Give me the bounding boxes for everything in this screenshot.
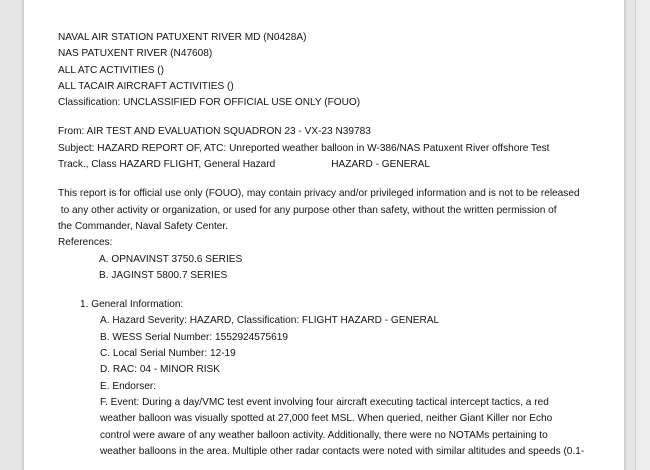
event-line: control were aware of any weather balloon activity. Additionally, there were no NOTAMs pertaining to: [100, 429, 548, 441]
spacer: [58, 111, 598, 124]
reference-item: B. JAGINST 5800.7 SERIES: [99, 269, 228, 281]
subject-line: Subject: HAZARD REPORT OF, ATC: Unreported weather balloon in W-386/NAS Patuxent River offshore Test: [58, 142, 550, 154]
subject-hazard-category: HAZARD - GENERAL: [331, 159, 430, 171]
section-heading: 1. General Information:: [80, 299, 184, 311]
general-information-section: [58, 297, 598, 460]
from-line: From: AIR TEST AND EVALUATION SQUADRON 23 - VX-23 N39783: [58, 126, 371, 138]
references-block: [58, 235, 598, 284]
classification-line: Classification: UNCLASSIFIED FOR OFFICIAL USE ONLY (FOUO): [58, 97, 361, 109]
addressee-block: [58, 30, 598, 111]
info-item-local-serial: C. Local Serial Number: 12-19: [100, 348, 236, 360]
info-item-endorser: E. Endorser:: [100, 380, 157, 392]
reference-item: A. OPNAVINST 3750.6 SERIES: [99, 253, 243, 265]
addressee-line: ALL ATC ACTIVITIES (): [58, 64, 165, 76]
scrollbar-track[interactable]: [635, 0, 650, 470]
subject-track-text: Track., Class HAZARD FLIGHT, General Hazard: [58, 159, 276, 171]
info-item-hazard-severity: A. Hazard Severity: HAZARD, Classification: FLIGHT HAZARD - GENERAL: [100, 315, 440, 327]
event-line: F. Event: During a day/VMC test event involving four aircraft executing tactical intercept tactics, a red: [100, 396, 549, 408]
notice-line: the Commander, Naval Safety Center.: [58, 220, 228, 232]
event-line: weather balloon was visually spotted at 27,000 feet MSL. When queried, neither Giant Killer nor Echo: [100, 413, 553, 425]
event-line: weather balloons in the area. Multiple other radar contacts were noted with similar altitudes and speeds (0.1-: [100, 445, 585, 457]
info-item-rac: D. RAC: 04 - MINOR RISK: [100, 364, 221, 376]
memo-header: [58, 124, 598, 173]
fouo-notice: [58, 186, 598, 235]
notice-line: to any other activity or organization, or used for any purpose other than safety, without the written permission of: [58, 204, 557, 216]
references-label: References:: [58, 237, 113, 249]
document-page: [24, 0, 624, 470]
notice-line: This report is for official use only (FOUO), may contain privacy and/or privileged information and is not to be released: [58, 188, 580, 200]
info-item-wess-serial: B. WESS Serial Number: 1552924575619: [100, 331, 288, 343]
addressee-line: ALL TACAIR AIRCRAFT ACTIVITIES (): [58, 80, 234, 92]
addressee-line: NAS PATUXENT RIVER (N47608): [58, 48, 213, 60]
document-body: [58, 30, 598, 460]
subject-line-continued: [58, 157, 598, 173]
spacer: [58, 173, 598, 186]
spacer: [58, 284, 598, 297]
addressee-line: NAVAL AIR STATION PATUXENT RIVER MD (N0428A): [58, 32, 307, 43]
